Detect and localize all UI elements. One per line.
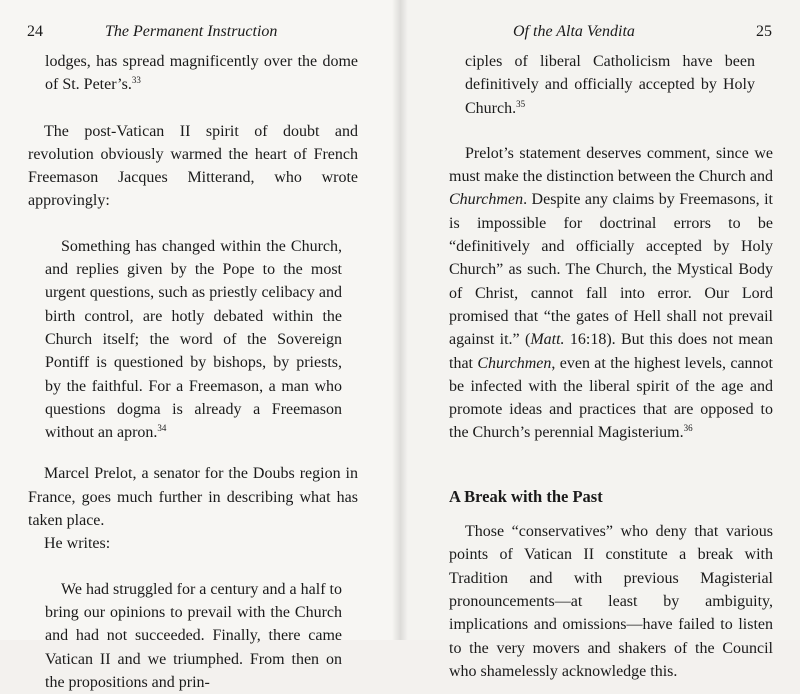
paragraph: The post-Vatican II spirit of doubt and revolution obviously warmed the heart of French Freemason Jacques Mitterand, who wrote approvingly: xyxy=(28,122,358,210)
right-page xyxy=(400,0,800,680)
paragraph xyxy=(449,142,773,445)
text-run: 16:18). But this does not mean that xyxy=(449,331,774,372)
footnote-ref: 35 xyxy=(516,98,526,109)
emphasis: Matt. xyxy=(530,331,565,349)
right-body-text xyxy=(449,50,773,683)
block-quote xyxy=(28,235,358,445)
footnote-ref: 36 xyxy=(683,423,693,434)
quote-text: Something has changed within the Church, and replies given by the Pope to the most urgent questions, such as priestly celibacy and birth control, are hotly debated within the Church itself; the word of the Sovereign Pontiff is questioned by bishops, by priests, by the faithful. For a Freemason, a man who questions dogma is already a Freemason without an apron. xyxy=(45,237,342,442)
page-number-left: 24 xyxy=(27,23,43,40)
left-page xyxy=(0,0,400,691)
running-title-left: The Permanent Instruction xyxy=(105,23,278,40)
text-run: Prelot’s statement deserves comment, since we must make the distinction between the Church and xyxy=(449,144,773,186)
page-number-right: 25 xyxy=(756,23,772,40)
text-run: , even at the highest levels, cannot be infected with the liberal spirit of the age and promote ideas and practices that are opposed to the Church’s perennial Magisterium. xyxy=(449,354,773,442)
running-title-right: Of the Alta Vendita xyxy=(513,23,635,40)
emphasis: Churchmen xyxy=(449,191,524,209)
block-quote-continued xyxy=(449,50,773,120)
quote-text: ciples of liberal Catholicism have been definitively and officially accepted by Holy Church. xyxy=(465,53,755,117)
paragraph-continued xyxy=(28,50,358,97)
paragraph: He writes: xyxy=(44,535,111,553)
block-quote: We had struggled for a century and a half to bring our opinions to prevail with the Church and had not succeeded. Finally, there came Vatican II and we triumphed. From then on the propositions and prin- xyxy=(45,580,342,691)
section-heading: A Break with the Past xyxy=(449,486,603,506)
paragraph: Marcel Prelot, a senator for the Doubs region in France, goes much further in describing what has taken place. xyxy=(28,465,358,530)
footnote-ref: 34 xyxy=(157,423,167,434)
left-body-text xyxy=(28,50,358,694)
footnote-ref: 33 xyxy=(131,75,141,86)
emphasis: Churchmen xyxy=(477,354,552,372)
book-gutter xyxy=(392,0,408,640)
text-run: . Despite any claims by Freemasons, it is impossible for doctrinal errors to be “definitively and officially accepted by Holy Church” as such. The Church, the Mystical Body of Christ, cannot fall into error. Our Lord promised that “the gates of Hell shall not prevail against it.” ( xyxy=(449,191,773,349)
paragraph-text: lodges, has spread magnificently over the dome of St. Peter’s. xyxy=(45,53,358,94)
paragraph: Those “conservatives” who deny that various points of Vatican II constitute a break with Tradition and with previous Magisterial pronouncements—at least by ambiguity, implications and omissions—have failed to listen to the very movers and shakers of the Council who shamelessly acknowledge this. xyxy=(449,523,773,680)
